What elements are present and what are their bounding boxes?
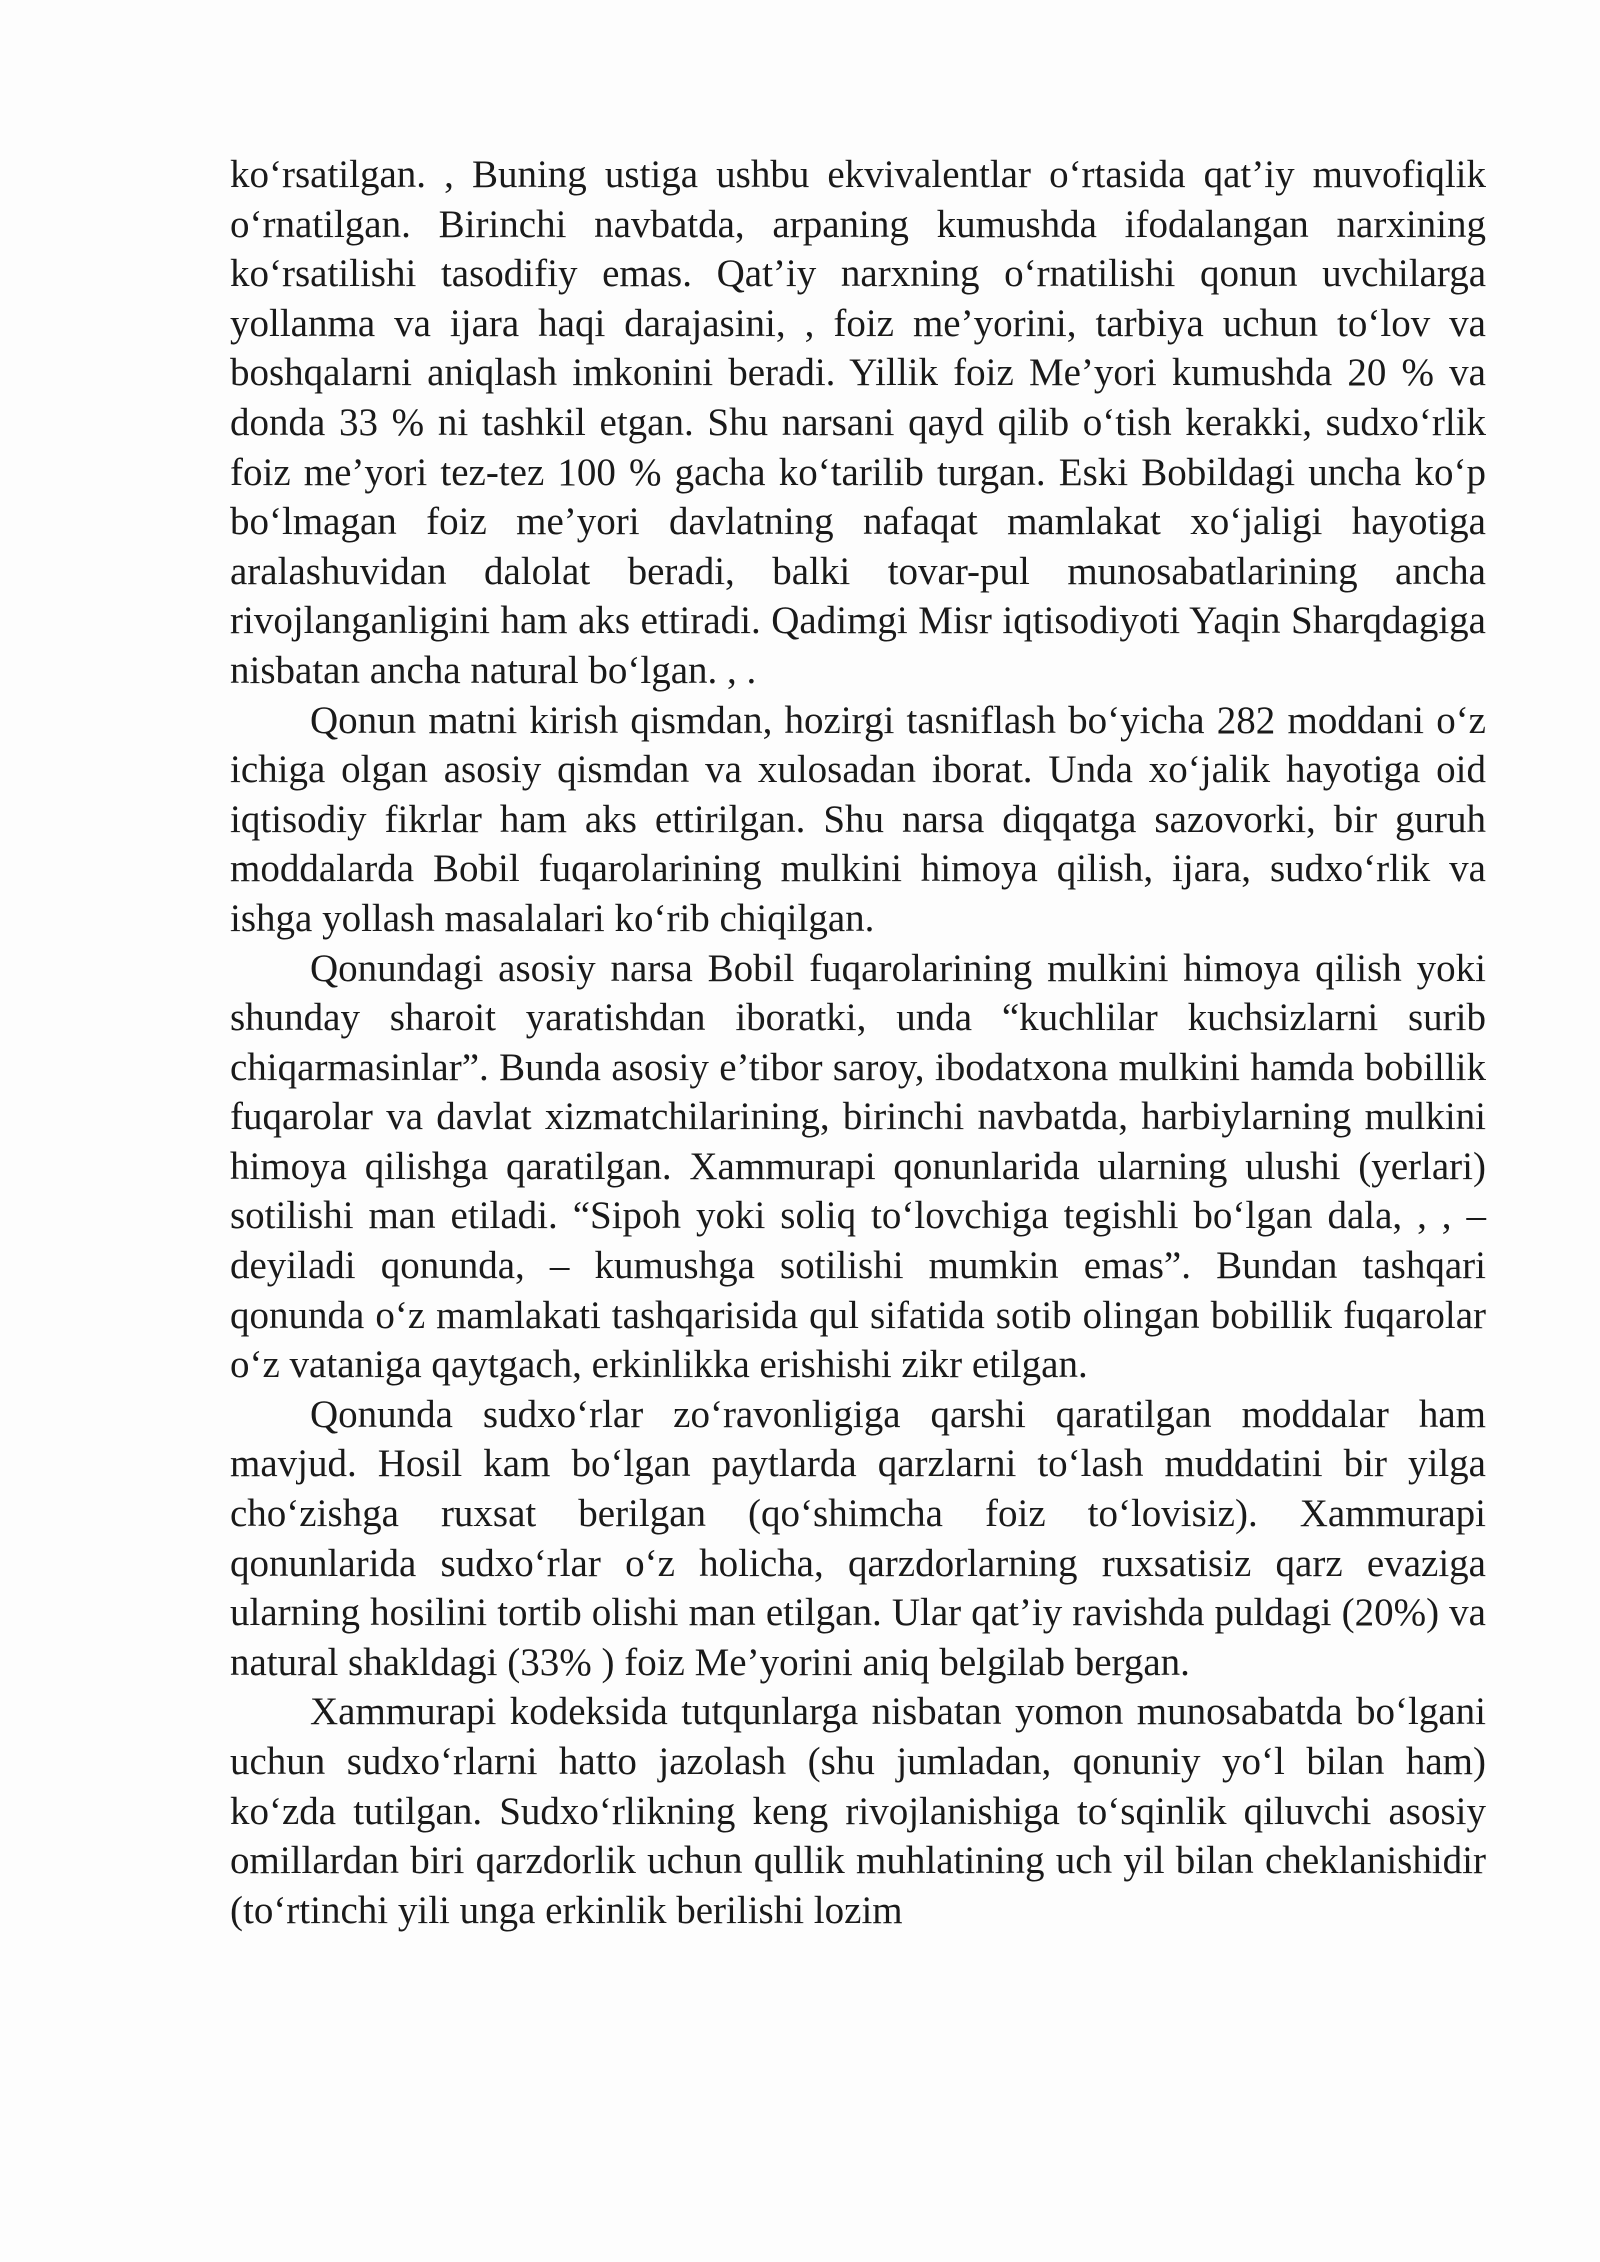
paragraph: Qonun matni kirish qismdan, hozirgi tasniflash bo‘yicha 282 moddani o‘z ichiga olgan asosiy qismdan va xulosadan iborat. Unda xo‘jalik hayotiga oid iqtisodiy fikrlar ham aks ettirilgan. Shu narsa diqqatga sazovorki, bir guruh moddalarda Bobil fuqarolarining mulkini himoya qilish, ijara, sudxo‘rlik va ishga yollash masalalari ko‘rib chiqilgan.	[230, 698, 1486, 940]
paragraph-continuation: ko‘rsatilgan. , Buning ustiga ushbu ekvivalentlar o‘rtasida qat’iy muvofiqlik o‘rnatilgan. Birinchi navbatda, arpaning kumushda ifodalangan narxining ko‘rsatilishi tasodifiy emas. Qat’iy narxning o‘rnatilishi qonun uvchilarga yollanma va ijara haqi darajasini, , foiz me’yorini, tarbiya uchun to‘lov va boshqalarni aniqlash imkonini beradi. Yillik foiz Me’yori kumushda 20 % va donda 33 % ni tashkil etgan. Shu narsani qayd qilib o‘tish kerakki, sudxo‘rlik foiz me’yori tez-tez 100 % gacha ko‘tarilib turgan. Eski Bobildagi uncha ko‘p bo‘lmagan foiz me’yori davlatning nafaqat mamlakat xo‘jaligi hayotiga aralashuvidan dalolat beradi, balki tovar-pul munosabatlarining ancha rivojlanganligini ham aks ettiradi. Qadimgi Misr iqtisodiyoti Yaqin Sharqdagiga nisbatan ancha natural bo‘lgan. , .	[230, 153, 1486, 692]
paragraph: Xammurapi kodeksida tutqunlarga nisbatan yomon munosabatda bo‘lgani uchun sudxo‘rlarni hatto jazolash (shu jumladan, qonuniy yo‘l bilan ham) ko‘zda tutilgan. Sudxo‘rlikning keng rivojlanishiga to‘sqinlik qiluvchi asosiy omillardan biri qarzdorlik uchun qullik muhlatining uch yil bilan cheklanishidir (to‘rtinchi yili unga erkinlik berilishi lozim	[230, 1690, 1486, 1932]
paragraph: Qonunda sudxo‘rlar zo‘ravonligiga qarshi qaratilgan moddalar ham mavjud. Hosil kam bo‘lgan paytlarda qarzlarni to‘lash muddatini bir yilga cho‘zishga ruxsat berilgan (qo‘shimcha foiz to‘lovisiz). Xammurapi qonunlarida sudxo‘rlar o‘z holicha, qarzdorlarning ruxsatisiz qarz evaziga ularning hosilini tortib olishi man etilgan. Ular qat’iy ravishda puldagi (20%) va natural shakldagi (33% ) foiz Me’yorini aniq belgilab bergan.	[230, 1392, 1486, 1684]
paragraph: Qonundagi asosiy narsa Bobil fuqarolarining mulkini himoya qilish yoki shunday sharoit yaratishdan iboratki, unda “kuchlilar kuchsizlarni surib chiqarmasinlar”. Bunda asosiy e’tibor saroy, ibodatxona mulkini hamda bobillik fuqarolar va davlat xizmatchilarining, birinchi navbatda, harbiylarning mulkini himoya qilishga qaratilgan. Xammurapi qonunlarida ularning ulushi (yerlari) sotilishi man etiladi. “Sipoh yoki soliq to‘lovchiga tegishli bo‘lgan dala, , , – deyiladi qonunda, – kumushga sotilishi mumkin emas”. Bundan tashqari qonunda o‘z mamlakati tashqarisida qul sifatida sotib olingan bobillik fuqarolar o‘z vataniga qaytgach, erkinlikka erishishi zikr etilgan.	[230, 946, 1486, 1387]
body-text	[230, 150, 1486, 1935]
